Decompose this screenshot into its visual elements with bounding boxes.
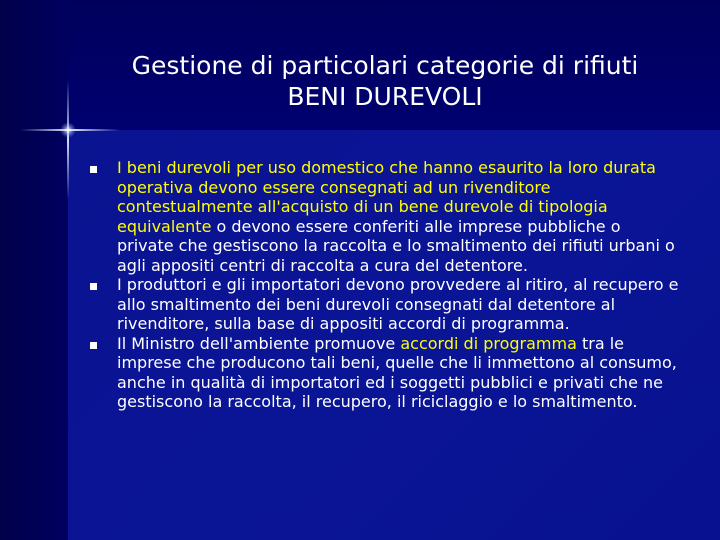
bullet-1-highlight: I beni durevoli per uso domestico che hanno esaurito la loro durata operativa devono essere consegnati ad un rivenditore contestualmente all'acquisto di un bene durevole di tipologia equivalente (117, 158, 656, 236)
bullet-2-text: I produttori e gli importatori devono provvedere al ritiro, al recupero e allo smaltimento dei beni durevoli consegnati dal detentore al rivenditore, sulla base di appositi accordi di programma. (117, 275, 679, 333)
bullet-3-highlight: accordi di programma (400, 333, 577, 353)
bullet-item-3 (90, 334, 680, 412)
square-bullet-icon (90, 342, 97, 349)
bullet-3-text-before: Il Ministro dell'ambiente promuove (117, 333, 401, 353)
bullet-list (90, 158, 680, 412)
sparkle-vertical-ray (67, 80, 69, 200)
square-bullet-icon (90, 166, 97, 173)
sparkle-star-icon (60, 122, 76, 138)
title-line-2: BENI DUREVOLI (287, 82, 483, 111)
title-line-1: Gestione di particolari categorie di rifiuti (131, 51, 639, 80)
slide-title (70, 50, 700, 112)
background-left-band (0, 0, 68, 540)
bullet-1-text: o devono essere conferiti alle imprese pubbliche o private che gestiscono la raccolta e lo smaltimento dei rifiuti urbani o agli appositi centri di raccolta a cura del detentore. (117, 216, 675, 275)
square-bullet-icon (90, 283, 97, 290)
bullet-item-1 (90, 158, 680, 275)
bullet-item-2 (90, 275, 680, 334)
bullet-3-text-after: tra le imprese che producono tali beni, quelle che li immettono al consumo, anche in qualità di importatori ed i soggetti pubblici e privati che ne gestiscono la raccolta, il recupero, il riciclaggio e lo smaltimento. (117, 333, 677, 411)
